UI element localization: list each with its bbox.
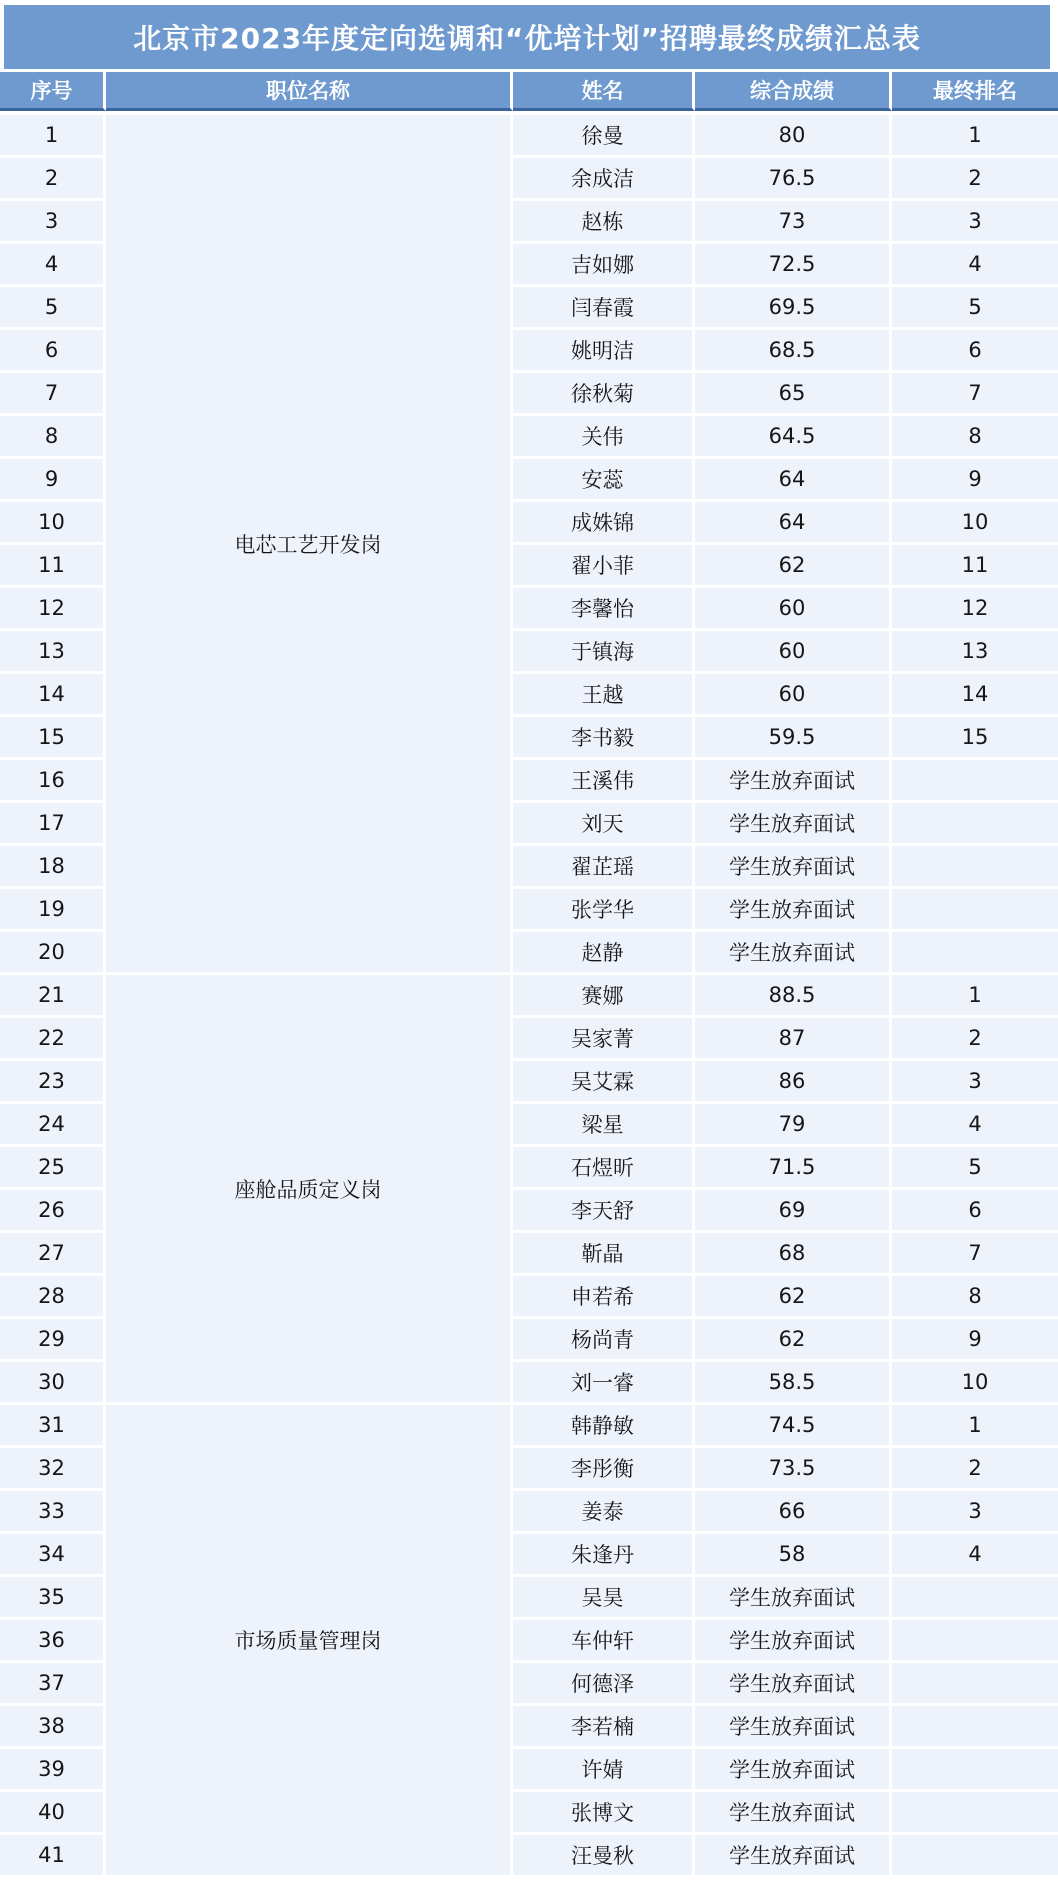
position-cell: 电芯工艺开发岗 (106, 111, 513, 975)
name-cell: 石煜昕 (513, 1147, 695, 1190)
name-cell: 何德泽 (513, 1663, 695, 1706)
score-cell: 学生放弃面试 (695, 932, 892, 975)
name-cell: 李馨怡 (513, 588, 695, 631)
score-cell: 73.5 (695, 1448, 892, 1491)
score-cell: 学生放弃面试 (695, 1577, 892, 1620)
name-cell: 关伟 (513, 416, 695, 459)
score-cell: 64 (695, 459, 892, 502)
serial-cell: 13 (0, 631, 106, 674)
serial-cell: 15 (0, 717, 106, 760)
rank-cell: 7 (892, 373, 1058, 416)
score-cell: 79 (695, 1104, 892, 1147)
rank-cell: 10 (892, 1362, 1058, 1405)
serial-cell: 8 (0, 416, 106, 459)
serial-cell: 17 (0, 803, 106, 846)
name-cell: 赛娜 (513, 975, 695, 1018)
rank-cell (892, 1663, 1058, 1706)
serial-cell: 20 (0, 932, 106, 975)
name-cell: 靳晶 (513, 1233, 695, 1276)
rank-cell: 4 (892, 1104, 1058, 1147)
score-cell: 60 (695, 674, 892, 717)
name-cell: 李天舒 (513, 1190, 695, 1233)
score-cell: 71.5 (695, 1147, 892, 1190)
serial-cell: 1 (0, 111, 106, 158)
score-cell: 学生放弃面试 (695, 760, 892, 803)
rank-cell: 14 (892, 674, 1058, 717)
serial-cell: 6 (0, 330, 106, 373)
serial-cell: 21 (0, 975, 106, 1018)
serial-cell: 19 (0, 889, 106, 932)
score-cell: 68.5 (695, 330, 892, 373)
name-cell: 赵栋 (513, 201, 695, 244)
score-cell: 59.5 (695, 717, 892, 760)
rank-cell: 5 (892, 287, 1058, 330)
rank-cell: 9 (892, 1319, 1058, 1362)
name-cell: 车仲轩 (513, 1620, 695, 1663)
rank-cell: 10 (892, 502, 1058, 545)
name-cell: 李彤衡 (513, 1448, 695, 1491)
name-cell: 吴艾霖 (513, 1061, 695, 1104)
serial-cell: 32 (0, 1448, 106, 1491)
rank-cell: 1 (892, 111, 1058, 158)
serial-cell: 30 (0, 1362, 106, 1405)
column-header-name: 姓名 (513, 72, 695, 111)
column-header-score: 综合成绩 (695, 72, 892, 111)
name-cell: 徐秋菊 (513, 373, 695, 416)
score-cell: 68 (695, 1233, 892, 1276)
table-row (0, 975, 1058, 1018)
name-cell: 吴家菁 (513, 1018, 695, 1061)
serial-cell: 18 (0, 846, 106, 889)
serial-cell: 29 (0, 1319, 106, 1362)
score-cell: 学生放弃面试 (695, 1835, 892, 1878)
name-cell: 刘一睿 (513, 1362, 695, 1405)
rank-cell (892, 932, 1058, 975)
serial-cell: 40 (0, 1792, 106, 1835)
name-cell: 安蕊 (513, 459, 695, 502)
serial-cell: 2 (0, 158, 106, 201)
serial-cell: 28 (0, 1276, 106, 1319)
rank-cell (892, 803, 1058, 846)
name-cell: 王越 (513, 674, 695, 717)
rank-cell: 1 (892, 1405, 1058, 1448)
score-cell: 72.5 (695, 244, 892, 287)
score-cell: 60 (695, 631, 892, 674)
score-cell: 58.5 (695, 1362, 892, 1405)
name-cell: 汪曼秋 (513, 1835, 695, 1878)
column-header-rank: 最终排名 (892, 72, 1058, 111)
position-cell: 座舱品质定义岗 (106, 975, 513, 1405)
score-cell: 60 (695, 588, 892, 631)
rank-cell: 11 (892, 545, 1058, 588)
rank-cell: 8 (892, 1276, 1058, 1319)
name-cell: 于镇海 (513, 631, 695, 674)
serial-cell: 24 (0, 1104, 106, 1147)
rank-cell: 7 (892, 1233, 1058, 1276)
score-cell: 学生放弃面试 (695, 846, 892, 889)
table-row (0, 111, 1058, 158)
score-cell: 64.5 (695, 416, 892, 459)
name-cell: 余成洁 (513, 158, 695, 201)
serial-cell: 36 (0, 1620, 106, 1663)
rank-cell: 5 (892, 1147, 1058, 1190)
score-cell: 学生放弃面试 (695, 889, 892, 932)
score-cell: 65 (695, 373, 892, 416)
serial-cell: 10 (0, 502, 106, 545)
serial-cell: 38 (0, 1706, 106, 1749)
rank-cell (892, 760, 1058, 803)
score-cell: 58 (695, 1534, 892, 1577)
rank-cell: 4 (892, 244, 1058, 287)
name-cell: 吴昊 (513, 1577, 695, 1620)
score-cell: 64 (695, 502, 892, 545)
table-row (0, 1405, 1058, 1448)
serial-cell: 39 (0, 1749, 106, 1792)
rank-cell: 6 (892, 1190, 1058, 1233)
rank-cell (892, 1577, 1058, 1620)
serial-cell: 23 (0, 1061, 106, 1104)
score-cell: 62 (695, 1276, 892, 1319)
name-cell: 李若楠 (513, 1706, 695, 1749)
name-cell: 李书毅 (513, 717, 695, 760)
serial-cell: 31 (0, 1405, 106, 1448)
name-cell: 张学华 (513, 889, 695, 932)
serial-cell: 4 (0, 244, 106, 287)
name-cell: 成姝锦 (513, 502, 695, 545)
serial-cell: 26 (0, 1190, 106, 1233)
score-cell: 73 (695, 201, 892, 244)
position-cell: 市场质量管理岗 (106, 1405, 513, 1878)
name-cell: 翟小菲 (513, 545, 695, 588)
score-cell: 62 (695, 545, 892, 588)
rank-cell: 2 (892, 158, 1058, 201)
rank-cell: 6 (892, 330, 1058, 373)
serial-cell: 14 (0, 674, 106, 717)
name-cell: 韩静敏 (513, 1405, 695, 1448)
serial-cell: 34 (0, 1534, 106, 1577)
score-cell: 69.5 (695, 287, 892, 330)
name-cell: 梁星 (513, 1104, 695, 1147)
rank-cell: 2 (892, 1448, 1058, 1491)
rank-cell: 8 (892, 416, 1058, 459)
rank-cell (892, 1706, 1058, 1749)
name-cell: 许婧 (513, 1749, 695, 1792)
serial-cell: 25 (0, 1147, 106, 1190)
name-cell: 朱逢丹 (513, 1534, 695, 1577)
name-cell: 翟芷瑶 (513, 846, 695, 889)
serial-cell: 22 (0, 1018, 106, 1061)
serial-cell: 16 (0, 760, 106, 803)
rank-cell: 4 (892, 1534, 1058, 1577)
name-cell: 姜泰 (513, 1491, 695, 1534)
serial-cell: 41 (0, 1835, 106, 1878)
score-cell: 学生放弃面试 (695, 1706, 892, 1749)
serial-cell: 7 (0, 373, 106, 416)
serial-cell: 5 (0, 287, 106, 330)
rank-cell: 9 (892, 459, 1058, 502)
name-cell: 张博文 (513, 1792, 695, 1835)
name-cell: 徐曼 (513, 111, 695, 158)
rank-cell: 1 (892, 975, 1058, 1018)
rank-cell (892, 889, 1058, 932)
name-cell: 闫春霞 (513, 287, 695, 330)
rank-cell: 3 (892, 1491, 1058, 1534)
score-cell: 学生放弃面试 (695, 1749, 892, 1792)
name-cell: 刘天 (513, 803, 695, 846)
header-row (0, 72, 1058, 111)
rank-cell: 13 (892, 631, 1058, 674)
score-cell: 学生放弃面试 (695, 803, 892, 846)
page-title: 北京市2023年度定向选调和“优培计划”招聘最终成绩汇总表 (4, 5, 1050, 69)
rank-cell: 3 (892, 201, 1058, 244)
score-cell: 学生放弃面试 (695, 1620, 892, 1663)
serial-cell: 12 (0, 588, 106, 631)
column-header-position: 职位名称 (106, 72, 513, 111)
rank-cell (892, 1620, 1058, 1663)
serial-cell: 11 (0, 545, 106, 588)
column-header-serial: 序号 (0, 72, 106, 111)
rank-cell: 3 (892, 1061, 1058, 1104)
score-cell: 学生放弃面试 (695, 1792, 892, 1835)
rank-cell (892, 1749, 1058, 1792)
name-cell: 王溪伟 (513, 760, 695, 803)
score-cell: 76.5 (695, 158, 892, 201)
score-cell: 86 (695, 1061, 892, 1104)
score-cell: 80 (695, 111, 892, 158)
serial-cell: 9 (0, 459, 106, 502)
score-cell: 62 (695, 1319, 892, 1362)
rank-cell (892, 1792, 1058, 1835)
name-cell: 姚明洁 (513, 330, 695, 373)
score-table (0, 72, 1058, 1878)
name-cell: 申若希 (513, 1276, 695, 1319)
rank-cell (892, 846, 1058, 889)
rank-cell: 2 (892, 1018, 1058, 1061)
score-cell: 69 (695, 1190, 892, 1233)
serial-cell: 33 (0, 1491, 106, 1534)
score-cell: 87 (695, 1018, 892, 1061)
score-table-header (0, 72, 1058, 111)
serial-cell: 27 (0, 1233, 106, 1276)
score-cell: 74.5 (695, 1405, 892, 1448)
serial-cell: 3 (0, 201, 106, 244)
score-cell: 88.5 (695, 975, 892, 1018)
rank-cell: 15 (892, 717, 1058, 760)
name-cell: 赵静 (513, 932, 695, 975)
serial-cell: 37 (0, 1663, 106, 1706)
rank-cell (892, 1835, 1058, 1878)
name-cell: 杨尚青 (513, 1319, 695, 1362)
name-cell: 吉如娜 (513, 244, 695, 287)
serial-cell: 35 (0, 1577, 106, 1620)
score-cell: 66 (695, 1491, 892, 1534)
rank-cell: 12 (892, 588, 1058, 631)
score-cell: 学生放弃面试 (695, 1663, 892, 1706)
score-table-body (0, 111, 1058, 1878)
